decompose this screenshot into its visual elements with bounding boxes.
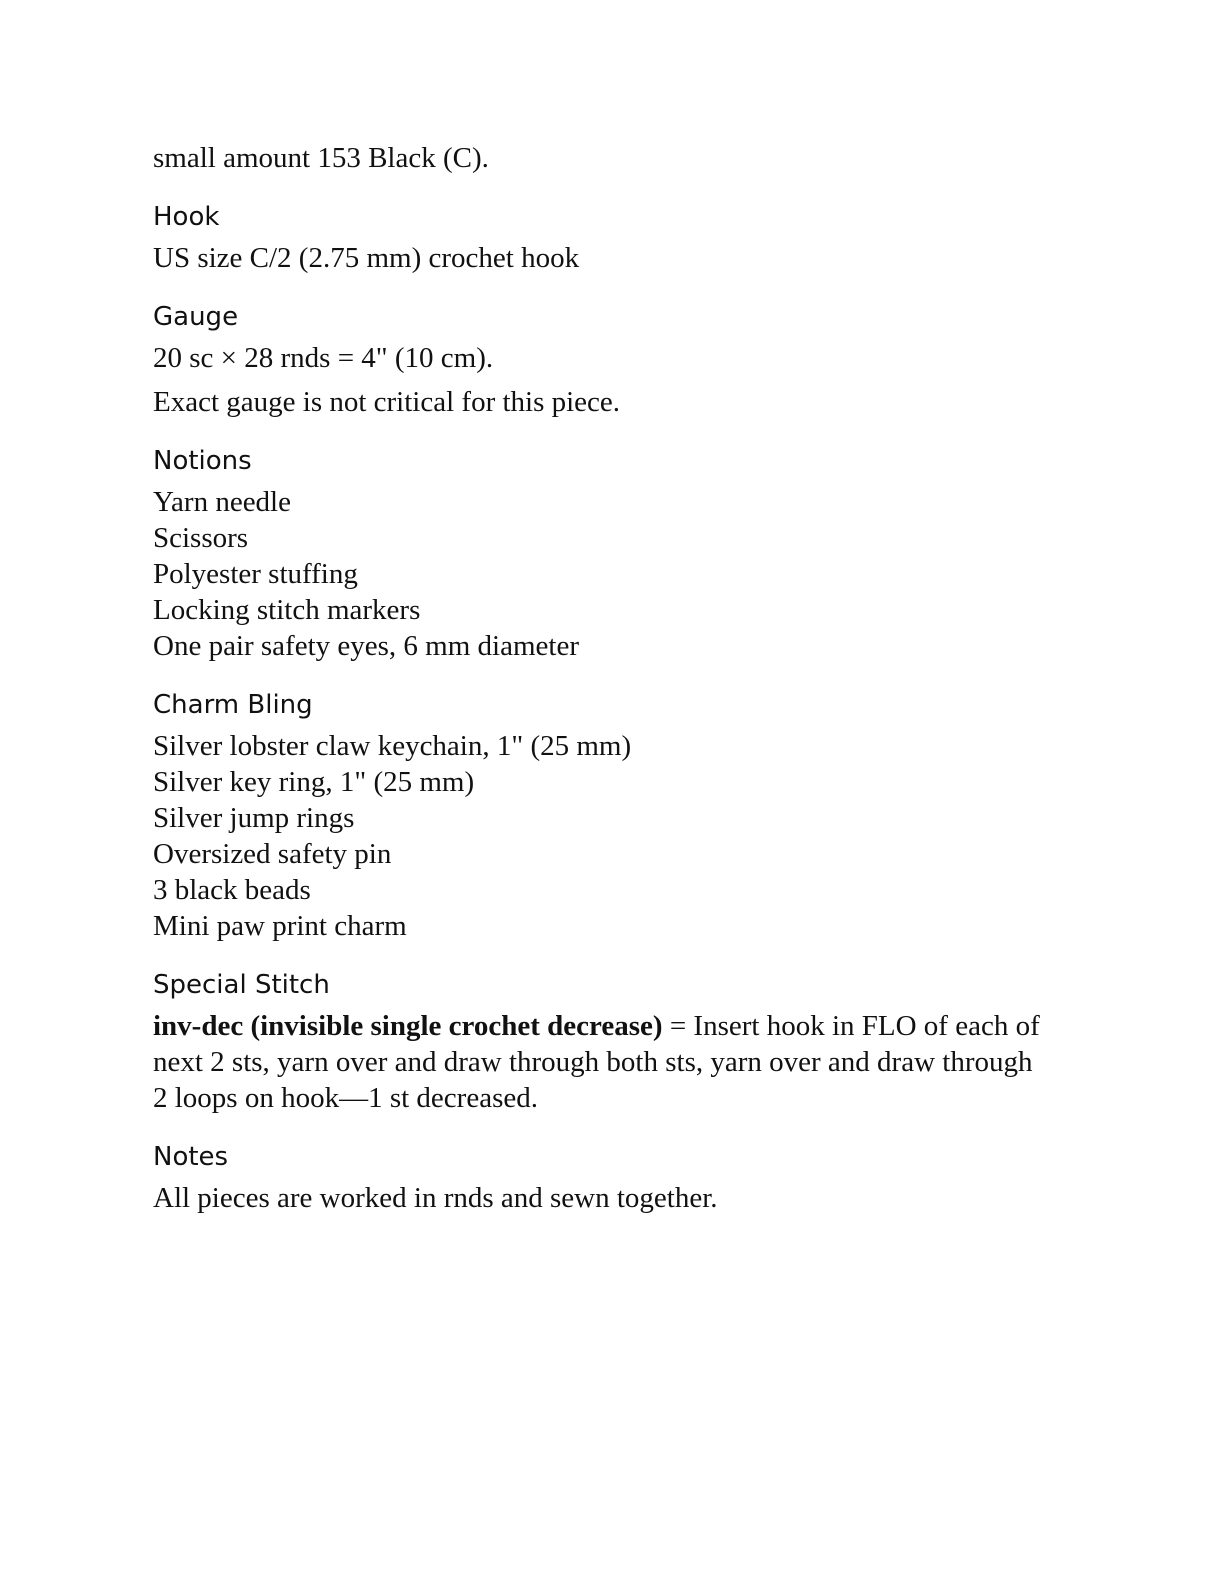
gauge-section <box>153 300 1053 420</box>
list-item: 3 black beads <box>153 874 311 906</box>
hook-heading: Hook <box>153 202 220 232</box>
special-stitch-heading: Special Stitch <box>153 970 330 1000</box>
charm-bling-section <box>153 688 1053 944</box>
gauge-line-1: 20 sc × 28 rnds = 4" (10 cm). <box>153 342 494 374</box>
charm-bling-list <box>153 728 1053 944</box>
notes-section <box>153 1140 1053 1216</box>
special-stitch-section <box>153 968 1053 1116</box>
notions-heading: Notions <box>153 446 252 476</box>
gauge-heading: Gauge <box>153 302 239 332</box>
list-item: Scissors <box>153 522 249 554</box>
list-item: Silver jump rings <box>153 802 355 834</box>
list-item: Yarn needle <box>153 486 291 518</box>
list-item: Oversized safety pin <box>153 838 392 870</box>
list-item: Polyester stuffing <box>153 558 358 590</box>
hook-section <box>153 200 1053 276</box>
notions-list <box>153 484 1053 664</box>
list-item: Silver lobster claw keychain, 1" (25 mm) <box>153 730 632 762</box>
charm-bling-heading: Charm Bling <box>153 690 313 720</box>
list-item: Mini paw print charm <box>153 910 407 942</box>
special-stitch-paragraph <box>153 1008 1053 1116</box>
notions-section <box>153 444 1053 664</box>
notes-text: All pieces are worked in rnds and sewn together. <box>153 1182 718 1214</box>
special-stitch-definition: = Insert hook in FLO of each of next 2 sts, yarn over and draw through both sts, yarn over and draw through 2 loops on hook—1 st decreased. <box>153 1010 1040 1114</box>
intro-line: small amount 153 Black (C). <box>153 142 489 174</box>
gauge-line-2: Exact gauge is not critical for this piece. <box>153 386 621 418</box>
special-stitch-term: inv-dec (invisible single crochet decrease) <box>153 1010 663 1042</box>
list-item: One pair safety eyes, 6 mm diameter <box>153 630 579 662</box>
notes-heading: Notes <box>153 1142 229 1172</box>
hook-text: US size C/2 (2.75 mm) crochet hook <box>153 242 580 274</box>
list-item: Silver key ring, 1" (25 mm) <box>153 766 475 798</box>
list-item: Locking stitch markers <box>153 594 421 626</box>
document-page <box>153 140 1053 1216</box>
